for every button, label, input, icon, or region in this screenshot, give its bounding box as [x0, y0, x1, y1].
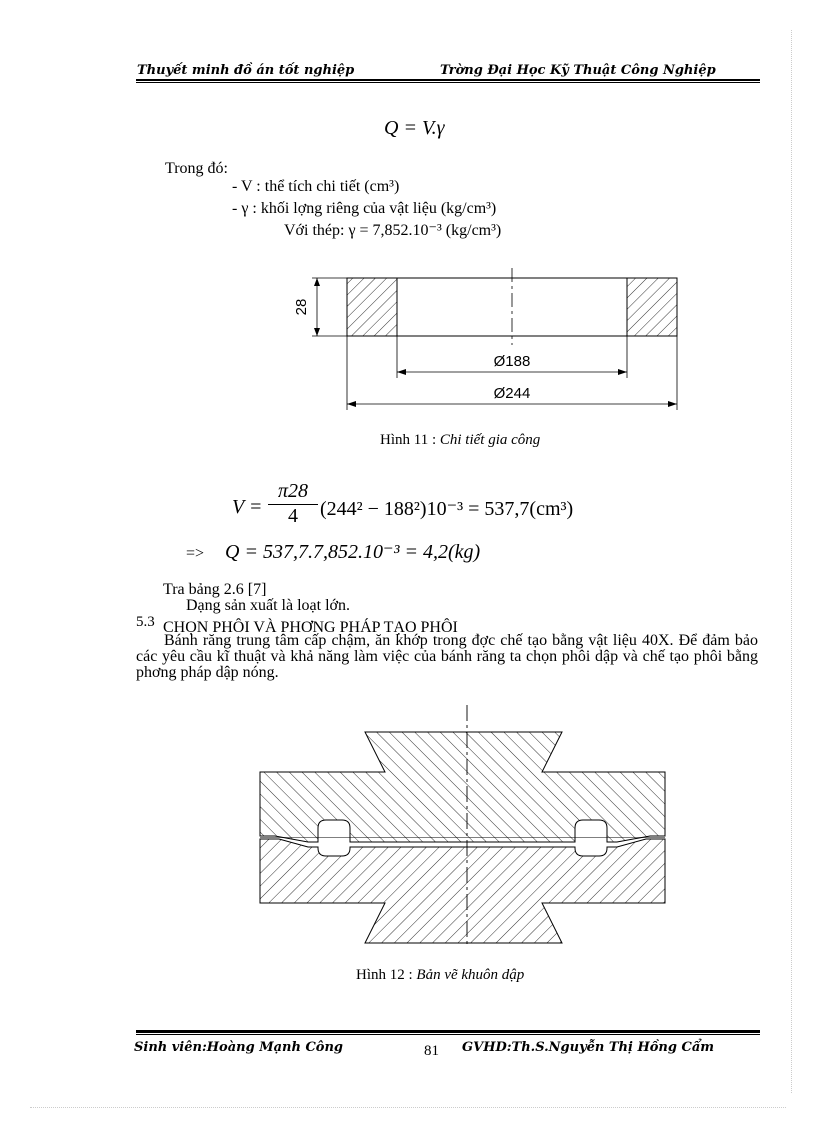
left-section	[347, 278, 397, 336]
page-number: 81	[424, 1043, 439, 1059]
header-rule	[136, 79, 760, 81]
footer-rule-thin	[136, 1034, 760, 1035]
figure-11-caption: Hình 11 : Chi tiết gia công	[380, 432, 541, 448]
upper-die	[260, 732, 665, 842]
table-reference: Tra bảng 2.6 [7]	[163, 581, 267, 598]
dim-inner-label: Ø188	[493, 353, 531, 370]
footer-rule	[136, 1030, 760, 1033]
calc-q-line: Q = 537,7.7,852.10⁻³ = 4,2(kg)	[225, 541, 481, 563]
calc-arrow: =>	[186, 545, 205, 562]
header-rule-thin	[136, 82, 760, 83]
where-line-v: - V : thể tích chi tiết (cm³)	[232, 178, 400, 195]
calc-v-numerator: π28	[277, 480, 309, 502]
calc-v-lhs: V =	[232, 496, 263, 518]
header-right: Trờng Đại Học Kỹ Thuật Công Nghiệp	[440, 63, 716, 78]
right-section	[627, 278, 677, 336]
figure-12-drawing	[255, 700, 670, 948]
page-edge-bottom	[30, 1107, 786, 1108]
page-edge-right	[791, 30, 792, 1093]
section-number: 5.3	[136, 614, 155, 630]
section-title: CHỌN PHÔI VÀ PHƠNG PHÁP TẠO PHÔI	[163, 619, 458, 636]
where-line-steel: Với thép: γ = 7,852.10⁻³ (kg/cm³)	[284, 222, 502, 239]
dim-outer-label: Ø244	[493, 385, 531, 402]
footer-advisor: GVHD:Th.S.Nguyễn Thị Hồng Cẩm	[462, 1040, 715, 1055]
formula-q: Q = V.γ	[384, 117, 445, 139]
footer-student: Sinh viên:Hoàng Mạnh Công	[134, 1040, 344, 1055]
calc-v-rhs: (244² − 188²)10⁻³ = 537,7(cm³)	[320, 498, 574, 520]
header-left: Thuyết minh đồ án tốt nghiệp	[137, 63, 355, 78]
section-paragraph: Bánh răng trung tâm cấp chậm, ăn khớp trong đợc chế tạo bằng vật liệu 40X. Để đảm bảo các yêu cầu kĩ thuật và khả năng làm việc của bánh răng ta chọn phôi dập và chế tạo phôi bằng phơng pháp dập nóng.	[136, 632, 758, 681]
figure-12-caption: Hình 12 : Bản vẽ khuôn dập	[356, 967, 525, 983]
where-intro: Trong đó:	[165, 160, 228, 177]
production-type: Dạng sản xuất là loạt lớn.	[186, 597, 350, 614]
figure-11-drawing	[280, 260, 700, 420]
dim-height-label: 28	[293, 298, 310, 316]
where-line-gamma: - γ : khối lợng riêng của vật liệu (kg/cm³)	[232, 200, 497, 217]
calc-v-fraction	[268, 480, 318, 528]
lower-die	[260, 839, 665, 943]
calc-v-denominator: 4	[288, 505, 298, 527]
